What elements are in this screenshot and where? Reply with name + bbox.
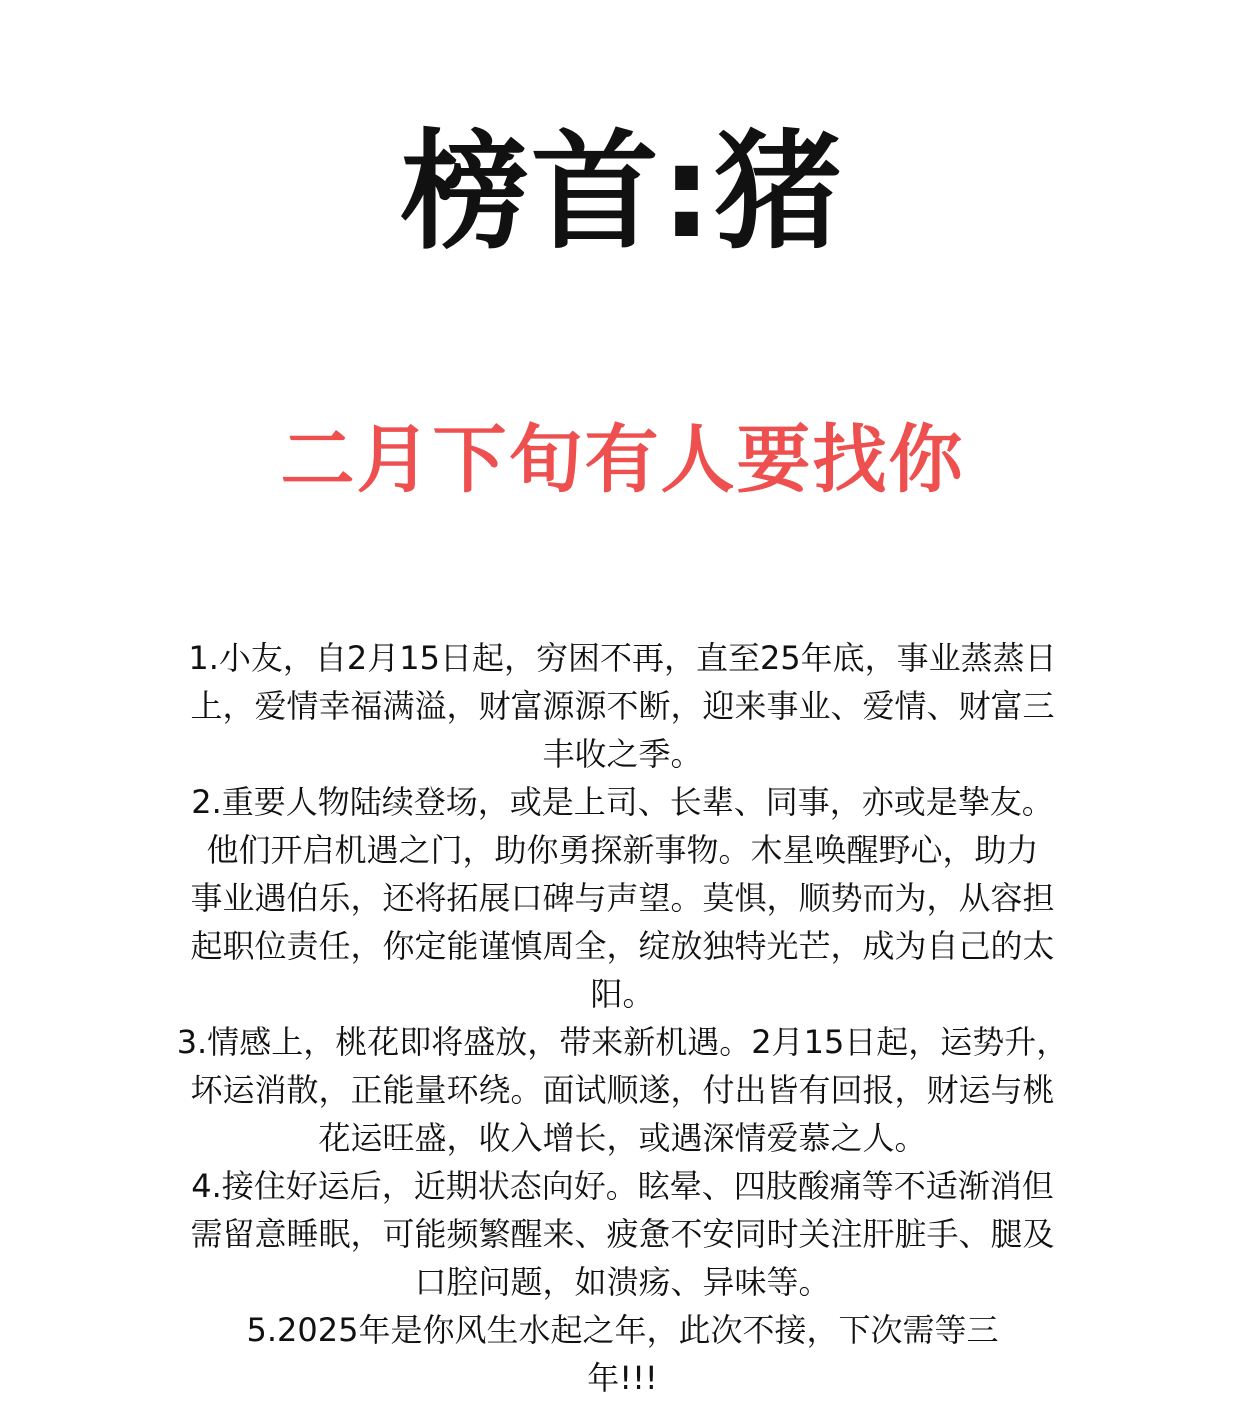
text-line: 年!!!: [587, 1359, 658, 1397]
text-line: 上，爱情幸福满溢，财富源源不断，迎来事业、爱情、财富三: [190, 687, 1055, 725]
text-line: 丰收之季。: [542, 735, 703, 773]
text-line: 需留意睡眠，可能频繁醒来、疲惫不安同时关注肝脏手、腿及: [190, 1215, 1055, 1253]
paragraph-3: [120, 1018, 1125, 1162]
text-line: 4.接住好运后，近期状态向好。眩晕、四肢酸痛等不适渐消但: [191, 1167, 1054, 1205]
text-line: 3.情感上，桃花即将盛放，带来新机遇。2月15日起，运势升，: [176, 1023, 1069, 1061]
text-line: 他们开启机遇之门，助你勇探新事物。木星唤醒野心，助力: [206, 831, 1039, 869]
text-line: 1.小友，自2月15日起，穷困不再，直至25年底，事业蒸蒸日: [188, 639, 1057, 677]
paragraph-2: [120, 778, 1125, 1018]
paragraph-4: [120, 1162, 1125, 1306]
paragraph-5: [120, 1306, 1125, 1402]
text-line: 口腔问题，如溃疡、异味等。: [414, 1263, 831, 1301]
text-line: 阳。: [590, 975, 655, 1013]
subtitle: 二月下旬有人要找你: [280, 417, 965, 503]
paragraph-1: [120, 634, 1125, 778]
text-line: 起职位责任，你定能谨慎周全，绽放独特光芒，成为自己的太: [190, 927, 1055, 965]
page-title: 榜首:猪: [400, 118, 845, 267]
text-line: 5.2025年是你风生水起之年，此次不接，下次需等三: [246, 1311, 999, 1349]
text-line: 事业遇伯乐，还将拓展口碑与声望。莫惧，顺势而为，从容担: [190, 879, 1055, 917]
text-line: 坏运消散，正能量环绕。面试顺遂，付出皆有回报，财运与桃: [190, 1071, 1055, 1109]
text-line: 2.重要人物陆续登场，或是上司、长辈、同事，亦或是挚友。: [191, 783, 1054, 821]
text-line: 花运旺盛，收入增长，或遇深情爱慕之人。: [318, 1119, 927, 1157]
body-text: [120, 634, 1125, 1402]
